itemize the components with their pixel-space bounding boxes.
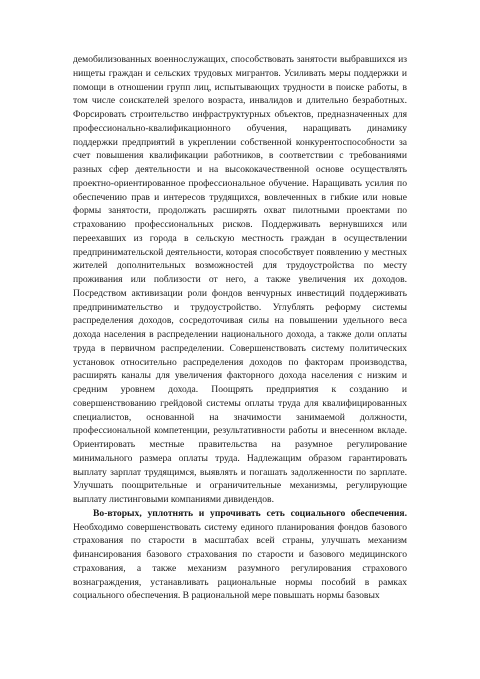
document-body xyxy=(73,53,407,603)
paragraph-employment: демобилизованных военнослужащих, способствовать занятости выбравшихся из нищеты граждан и сельских трудовых мигрантов. Усиливать меры поддержки и помощи в отношении групп лиц, испытывающих трудности в поиске работы, в том числе соискателей зрелого возраста, инвалидов и длительно безработных. Форсировать строительство инфраструктурных объектов, предназначенных для профессионально-квалификационного обучения, наращивать динамику поддержки предприятий в укреплении собственной конкурентоспособности за счет повышения квалификации работников, в соответствии с требованиями разных сфер деятельности и на высококачественной основе осуществлять проектно-ориентированное профессиональное обучение. Наращивать усилия по обеспечению прав и интересов трудящихся, вовлеченных в гибкие или новые формы занятости, продолжать расширять охват пилотными проектами по страхованию профессиональных рисков. Поддерживать вернувшихся или переехавших из города в сельскую местность граждан в осуществлении предпринимательской деятельности, которая способствует появлению у местных жителей дополнительных возможностей для трудоустройства по месту проживания или поблизости от него, а также увеличения их доходов. Посредством активизации роли фондов венчурных инвестиций поддерживать предпринимательство и трудоустройство. Углублять реформу системы распределения доходов, сосредоточивая силы на повышении удельного веса дохода населения в распределении национального дохода, а также доли оплаты труда в первичном распределении. Совершенствовать систему политических установок относительно распределения доходов по факторам производства, расширять каналы для увеличения факторного дохода населения с низким и средним уровнем дохода. Поощрять предприятия к созданию и совершенствованию грейдовой системы оплаты труда для квалифицированных специалистов, основанной на значимости занимаемой должности, профессиональной компетенции, результативности работы и внесенном вкладе. Ориентировать местные правительства на разумное регулирование минимального размера оплаты труда. Надлежащим образом гарантировать выплату зарплат трудящимся, выявлять и погашать задолженности по зарплате. Улучшать поощрительные и ограничительные механизмы, регулирующие выплату листинговыми компаниями дивидендов. xyxy=(73,54,407,505)
paragraph-social-security xyxy=(73,507,407,603)
paragraph-body: Необходимо совершенствовать систему единого планирования фондов базового страхования по старости в масштабах всей страны, улучшать механизм финансирования базового страхования по старости и базового медицинского страхования, а также механизм разумного регулирования страхового вознаграждения, устанавливать рациональные нормы пособий в рамках социального обеспечения. В рациональной мере повышать нормы базовых xyxy=(73,521,407,602)
paragraph-heading: Во-вторых, уплотнять и упрочивать сеть социального обеспечения. xyxy=(93,507,407,519)
